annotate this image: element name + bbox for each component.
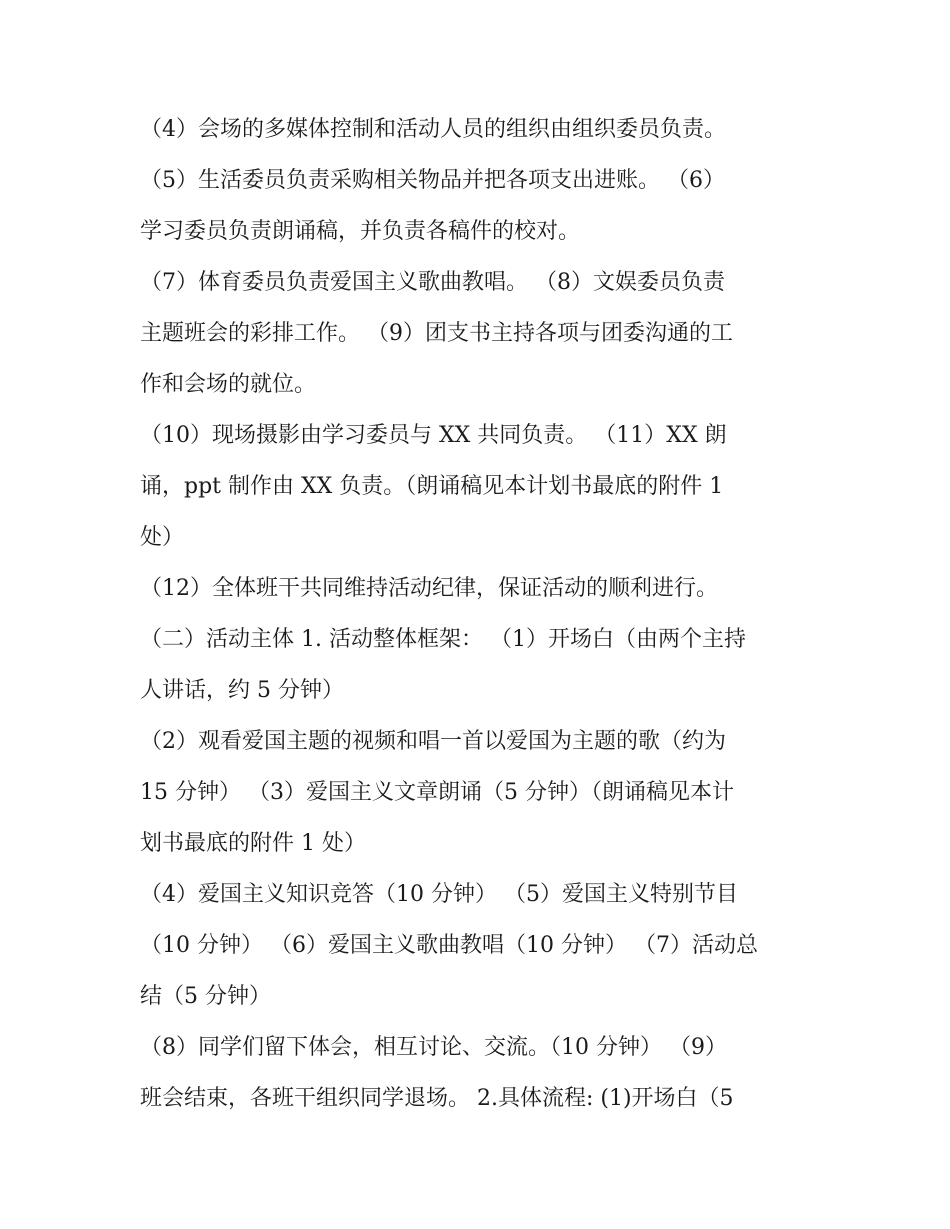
text-line: （12）全体班干共同维持活动纪律，保证活动的顺利进行。 (140, 576, 718, 601)
text-line: 主题班会的彩排工作。 （9）团支书主持各项与团委沟通的工 (140, 321, 733, 346)
text-line: 15 分钟） （3）爱国主义文章朗诵（5 分钟）（朗诵稿见本计 (140, 780, 734, 805)
text-line: （二）活动主体 1. 活动整体框架： （1）开场白（由两个主持 (140, 627, 746, 652)
text-line: （2）观看爱国主题的视频和唱一首以爱国为主题的歌（约为 (140, 729, 726, 754)
text-line: 结（5 分钟） (140, 984, 271, 1009)
text-line: 作和会场的就位。 (140, 372, 317, 397)
text-line: （10）现场摄影由学习委员与 XX 共同负责。 （11）XX 朗 (140, 423, 727, 448)
text-line: 人讲话，约 5 分钟） (140, 678, 344, 703)
text-line: 划书最底的附件 1 处） (140, 831, 366, 856)
text-line: 诵，ppt 制作由 XX 负责。（朗诵稿见本计划书最底的附件 1 (140, 474, 724, 499)
text-line: （5）生活委员负责采购相关物品并把各项支出进账。 （6） (140, 168, 725, 193)
text-line: （4）会场的多媒体控制和活动人员的组织由组织委员负责。 (140, 117, 726, 142)
text-line: （7）体育委员负责爱国主义歌曲教唱。 （8）文娱委员负责 (140, 270, 725, 295)
text-line: （8）同学们留下体会，相互讨论、交流。（10 分钟） （9） (140, 1035, 727, 1060)
text-line: （10 分钟） （6）爱国主义歌曲教唱（10 分钟） （7）活动总 (140, 933, 758, 958)
text-line: 班会结束，各班干组织同学退场。 2.具体流程: (1)开场白（5 (140, 1086, 734, 1111)
text-line: （4）爱国主义知识竞答（10 分钟） （5）爱国主义特别节目 (140, 882, 738, 907)
text-line: 处） (140, 525, 185, 550)
document-body (140, 104, 820, 1124)
text-line: 学习委员负责朗诵稿，并负责各稿件的校对。 (140, 219, 581, 244)
